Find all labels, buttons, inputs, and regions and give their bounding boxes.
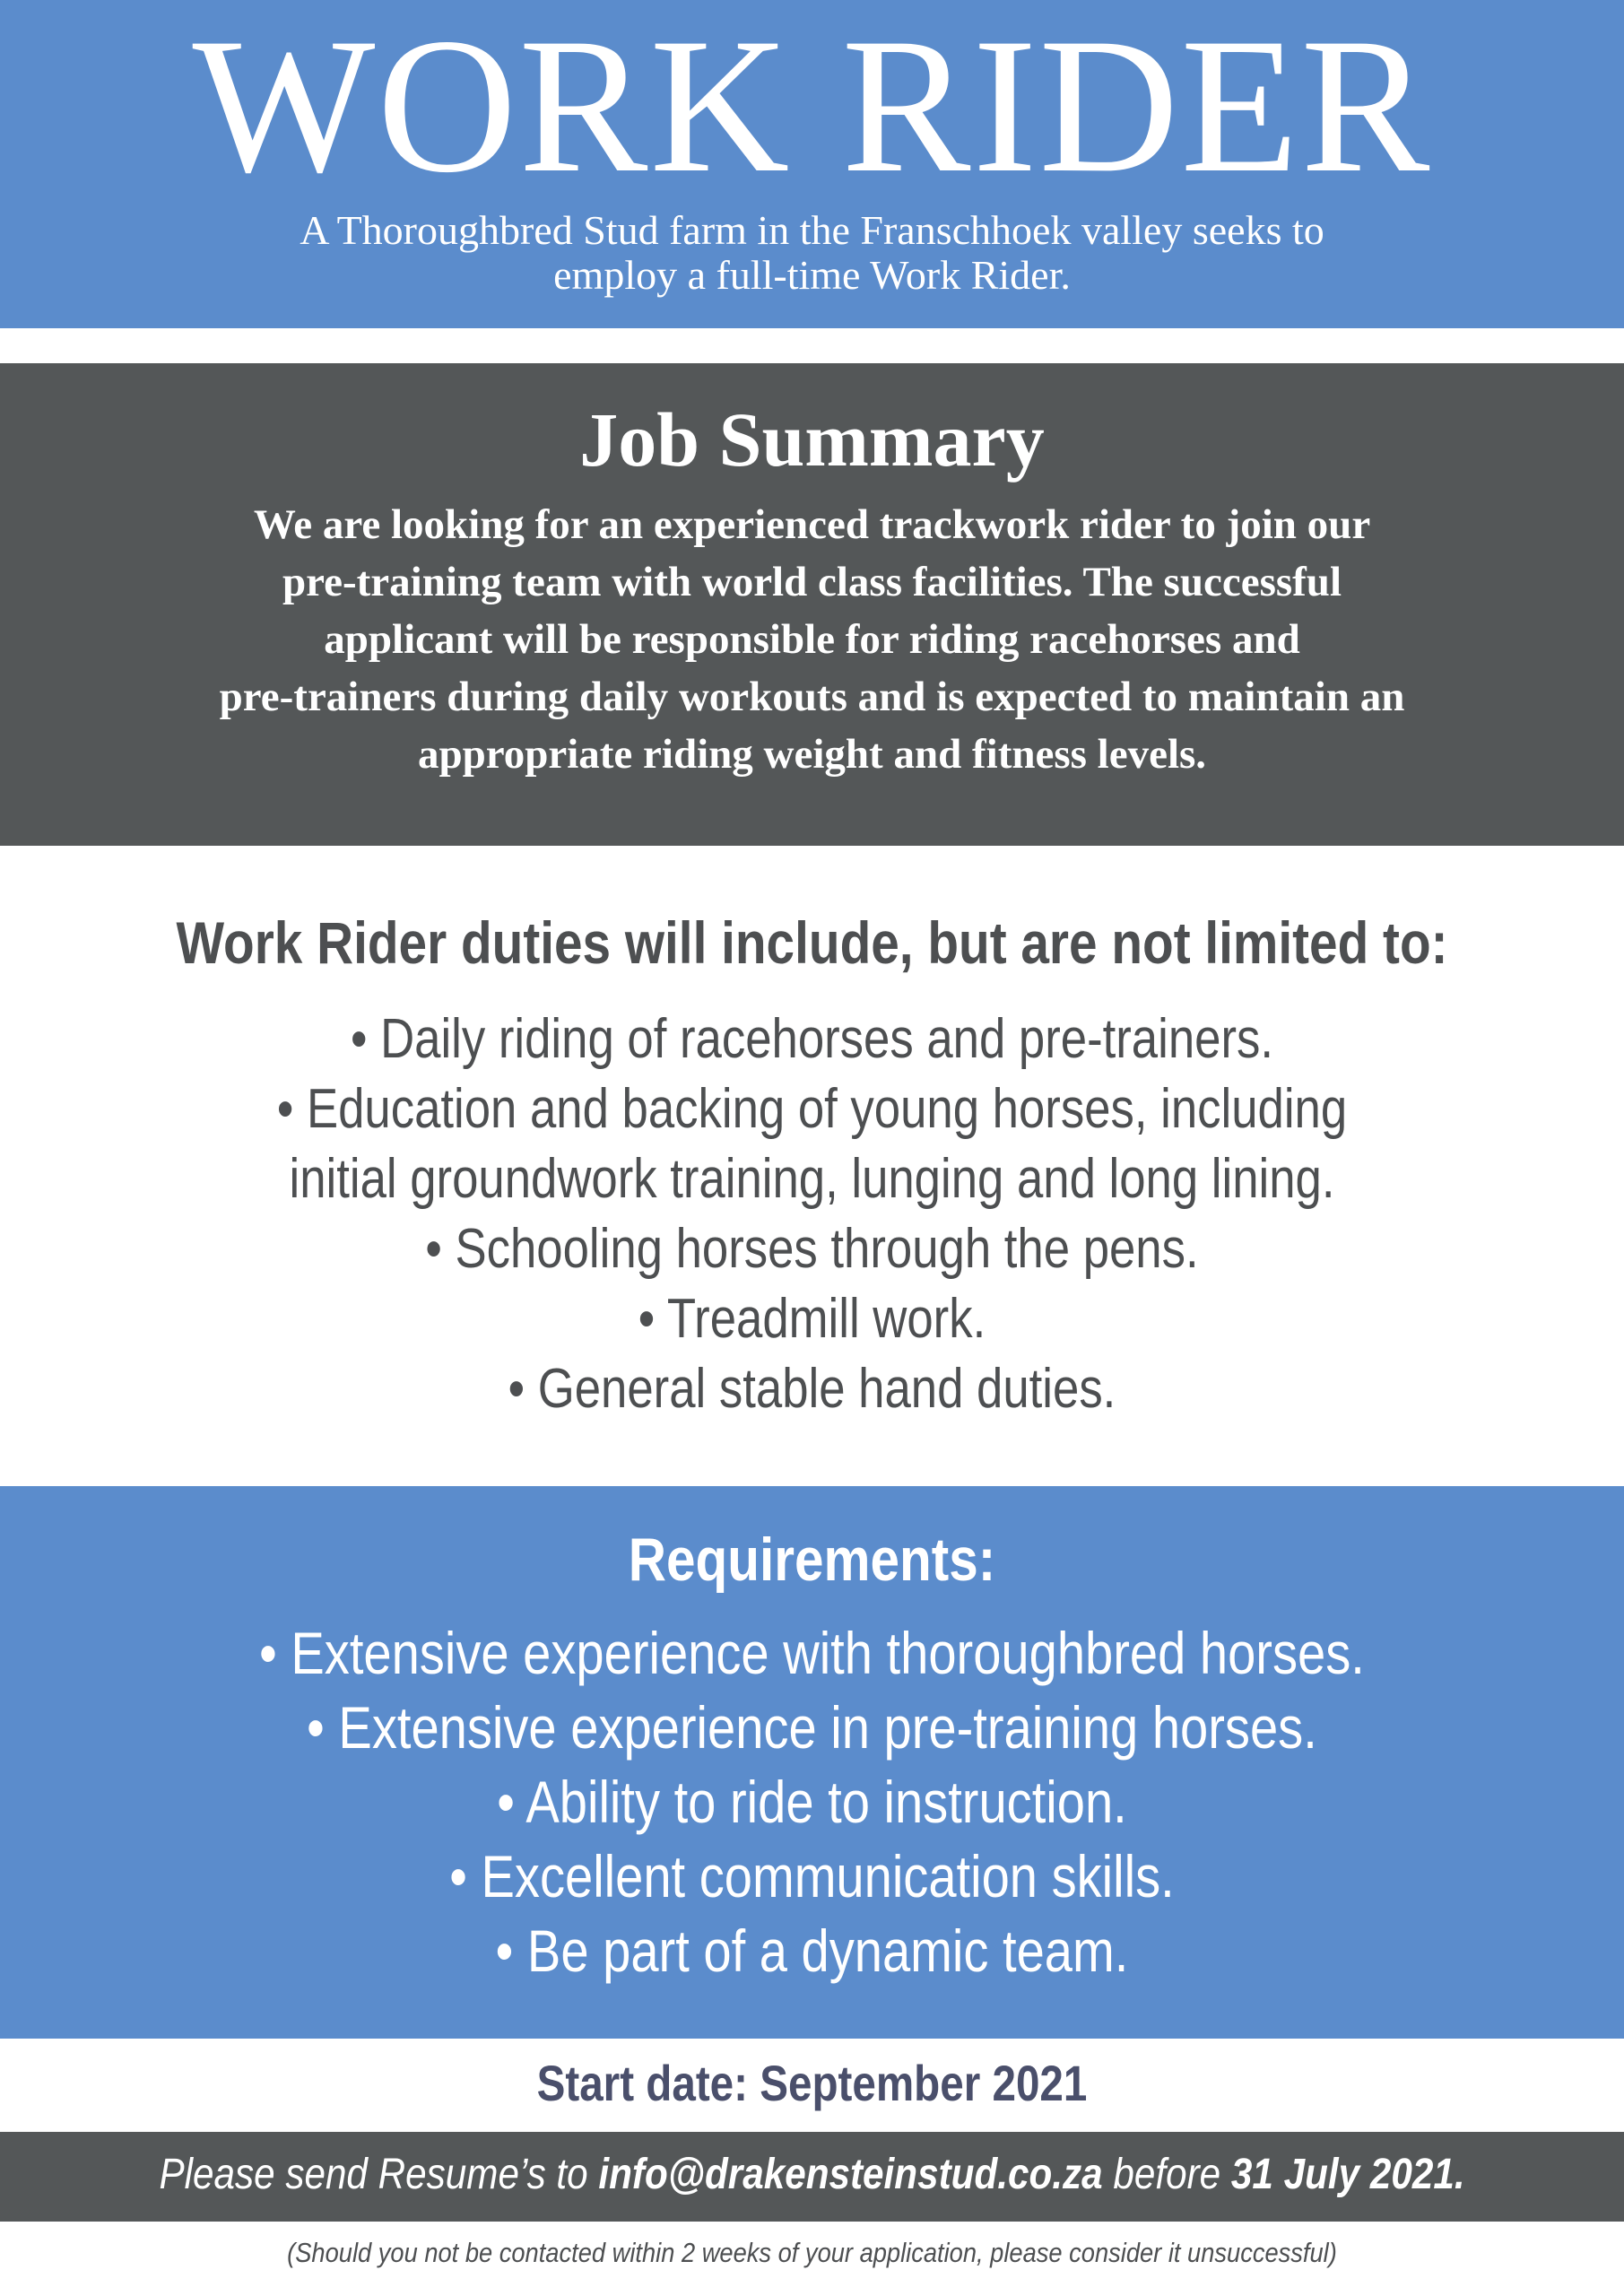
requirement-item: • Be part of a dynamic team. — [495, 1918, 1129, 1984]
requirement-item: • Excellent communication skills. — [449, 1843, 1175, 1909]
application-deadline: 31 July 2021. — [1230, 2151, 1465, 2198]
job-summary-line: appropriate riding weight and fitness levels. — [417, 731, 1207, 778]
job-summary-line: applicant will be responsible for riding racehorses and — [324, 616, 1300, 663]
job-summary-text — [0, 496, 1624, 783]
contact-middle: before — [1102, 2151, 1231, 2198]
requirements-section — [0, 1486, 1624, 2039]
job-summary-heading: Job Summary — [579, 396, 1045, 483]
disclaimer-section — [0, 2231, 1624, 2285]
job-summary-line: pre-trainers during daily workouts and is expected to maintain an — [219, 674, 1405, 720]
requirements-list — [0, 1616, 1624, 1988]
contact-prefix: Please send Resume’s to — [159, 2151, 599, 2198]
job-summary-section — [0, 363, 1624, 846]
duty-item: • General stable hand duties. — [508, 1358, 1116, 1420]
job-summary-line: We are looking for an experienced trackwork rider to join our — [253, 501, 1371, 548]
header-subtitle-line: A Thoroughbred Stud farm in the Franschhoek valley seeks to — [300, 207, 1324, 253]
duty-item: • Schooling horses through the pens. — [425, 1218, 1199, 1280]
job-summary-line: pre-training team with world class facilities. The successful — [282, 559, 1342, 605]
duty-item: initial groundwork training, lunging and long lining. — [289, 1148, 1335, 1210]
duties-section — [0, 897, 1624, 1435]
start-date-section — [0, 2039, 1624, 2132]
duties-list — [0, 1004, 1624, 1424]
requirement-item: • Ability to ride to instruction. — [497, 1769, 1127, 1835]
contact-email-link[interactable]: info@drakensteinstud.co.za — [598, 2151, 1103, 2198]
contact-footer — [0, 2132, 1624, 2222]
header-subtitle-line: employ a full-time Work Rider. — [553, 252, 1071, 298]
contact-instructions — [98, 2153, 1527, 2196]
requirement-item: • Extensive experience with thoroughbred horses. — [259, 1620, 1365, 1686]
header-banner — [0, 0, 1624, 328]
disclaimer-text: (Should you not be contacted within 2 weeks of your application, please consider it unsuccessful) — [287, 2237, 1337, 2268]
page-title: WORK RIDER — [192, 0, 1432, 213]
header-subtitle — [0, 208, 1624, 298]
start-date-text: Start date: September 2021 — [536, 2055, 1088, 2111]
duty-item: • Education and backing of young horses, including — [276, 1078, 1348, 1140]
duty-item: • Daily riding of racehorses and pre-trainers. — [350, 1008, 1273, 1070]
duty-item: • Treadmill work. — [638, 1288, 986, 1350]
requirement-item: • Extensive experience in pre-training horses. — [307, 1694, 1317, 1761]
requirements-heading: Requirements: — [628, 1526, 996, 1594]
duties-heading: Work Rider duties will include, but are not limited to: — [176, 909, 1448, 976]
